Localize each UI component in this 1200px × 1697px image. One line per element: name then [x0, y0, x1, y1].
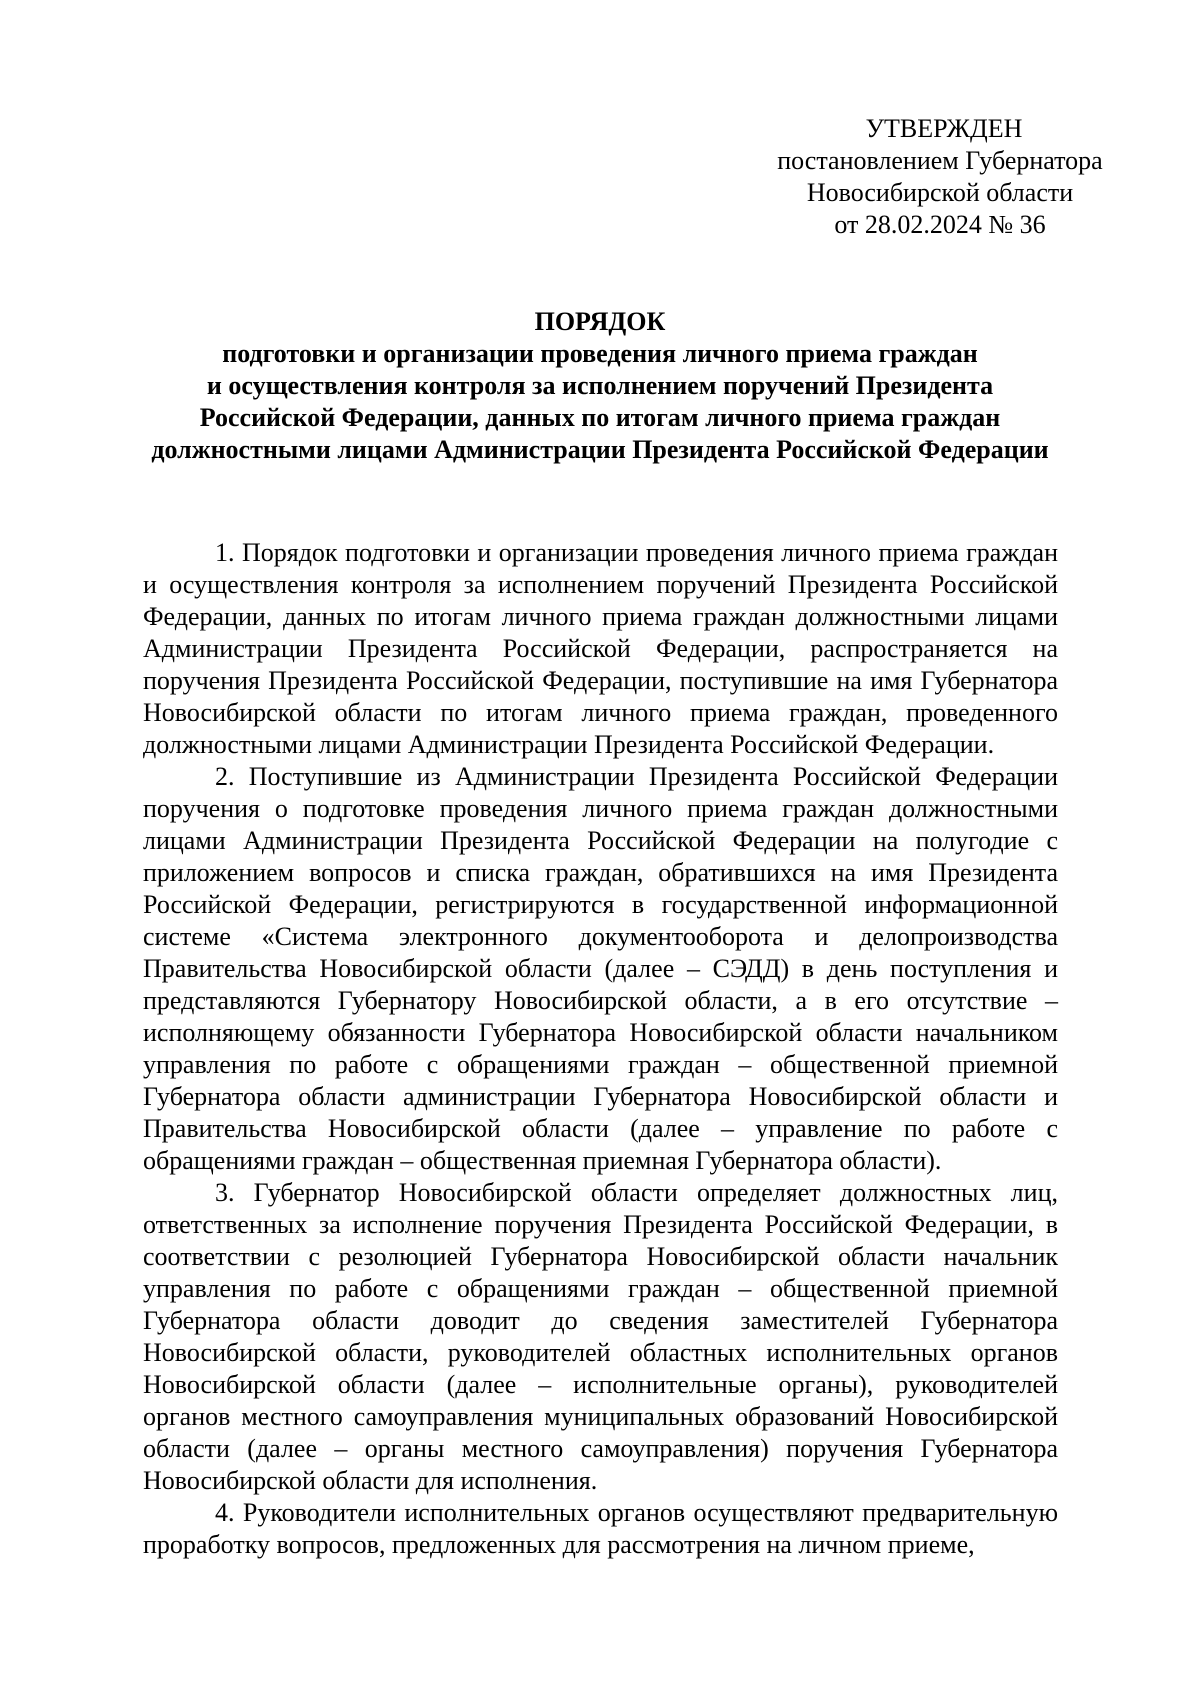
document-body	[143, 537, 1058, 1561]
document-title: ПОРЯДОК	[534, 307, 666, 336]
document-subtitle-line-3: Российской Федерации, данных по итогам личного приема граждан	[199, 403, 1001, 432]
document-subtitle-line-2: и осуществления контроля за исполнением поручений Президента	[206, 371, 994, 400]
paragraph-2: 2. Поступившие из Администрации Президента Российской Федерации поручения о подготовке проведения личного приема граждан должностными лицами Администрации Президента Российской Федерации на полугодие с приложением вопросов и списка граждан, обратившихся на имя Президента Российской Федерации, регистрируются в государственной информационной системе «Система электронного документооборота и делопроизводства Правительства Новосибирской области (далее – СЭДД) в день поступления и представляются Губернатору Новосибирской области, а в его отсутствие – исполняющему обязанности Губернатора Новосибирской области начальником управления по работе с обращениями граждан – общественной приемной Губернатора области администрации Губернатора Новосибирской области и Правительства Новосибирской области (далее – управление по работе с обращениями граждан – общественная приемная Губернатора области).	[143, 762, 1058, 1175]
document-subtitle-line-4: должностными лицами Администрации Президента Российской Федерации	[151, 435, 1049, 464]
document-title-block	[130, 306, 1070, 466]
approval-status: УТВЕРЖДЕН	[865, 114, 1023, 143]
paragraph-4: 4. Руководители исполнительных органов осуществляют предварительную проработку вопросов, предложенных для рассмотрения на личном приеме,	[143, 1498, 1058, 1559]
approval-line-region: Новосибирской области	[806, 178, 1074, 207]
document-subtitle-line-1: подготовки и организации проведения личного приема граждан	[222, 339, 978, 368]
approval-stamp	[740, 113, 1140, 241]
approval-line-decree: постановлением Губернатора	[777, 146, 1103, 175]
approval-date-number: от 28.02.2024 № 36	[834, 210, 1046, 239]
paragraph-3: 3. Губернатор Новосибирской области определяет должностных лиц, ответственных за исполнение поручения Президента Российской Федерации, в соответствии с резолюцией Губернатора Новосибирской области начальник управления по работе с обращениями граждан – общественной приемной Губернатора области доводит до сведения заместителей Губернатора Новосибирской области, руководителей областных исполнительных органов Новосибирской области (далее – исполнительные органы), руководителей органов местного самоуправления муниципальных образований Новосибирской области (далее – органы местного самоуправления) поручения Губернатора Новосибирской области для исполнения.	[143, 1178, 1058, 1495]
paragraph-1: 1. Порядок подготовки и организации проведения личного приема граждан и осуществления контроля за исполнением поручений Президента Российской Федерации, данных по итогам личного приема граждан должностными лицами Администрации Президента Российской Федерации, распространяется на поручения Президента Российской Федерации, поступившие на имя Губернатора Новосибирской области по итогам личного приема граждан, проведенного должностными лицами Администрации Президента Российской Федерации.	[143, 538, 1058, 759]
